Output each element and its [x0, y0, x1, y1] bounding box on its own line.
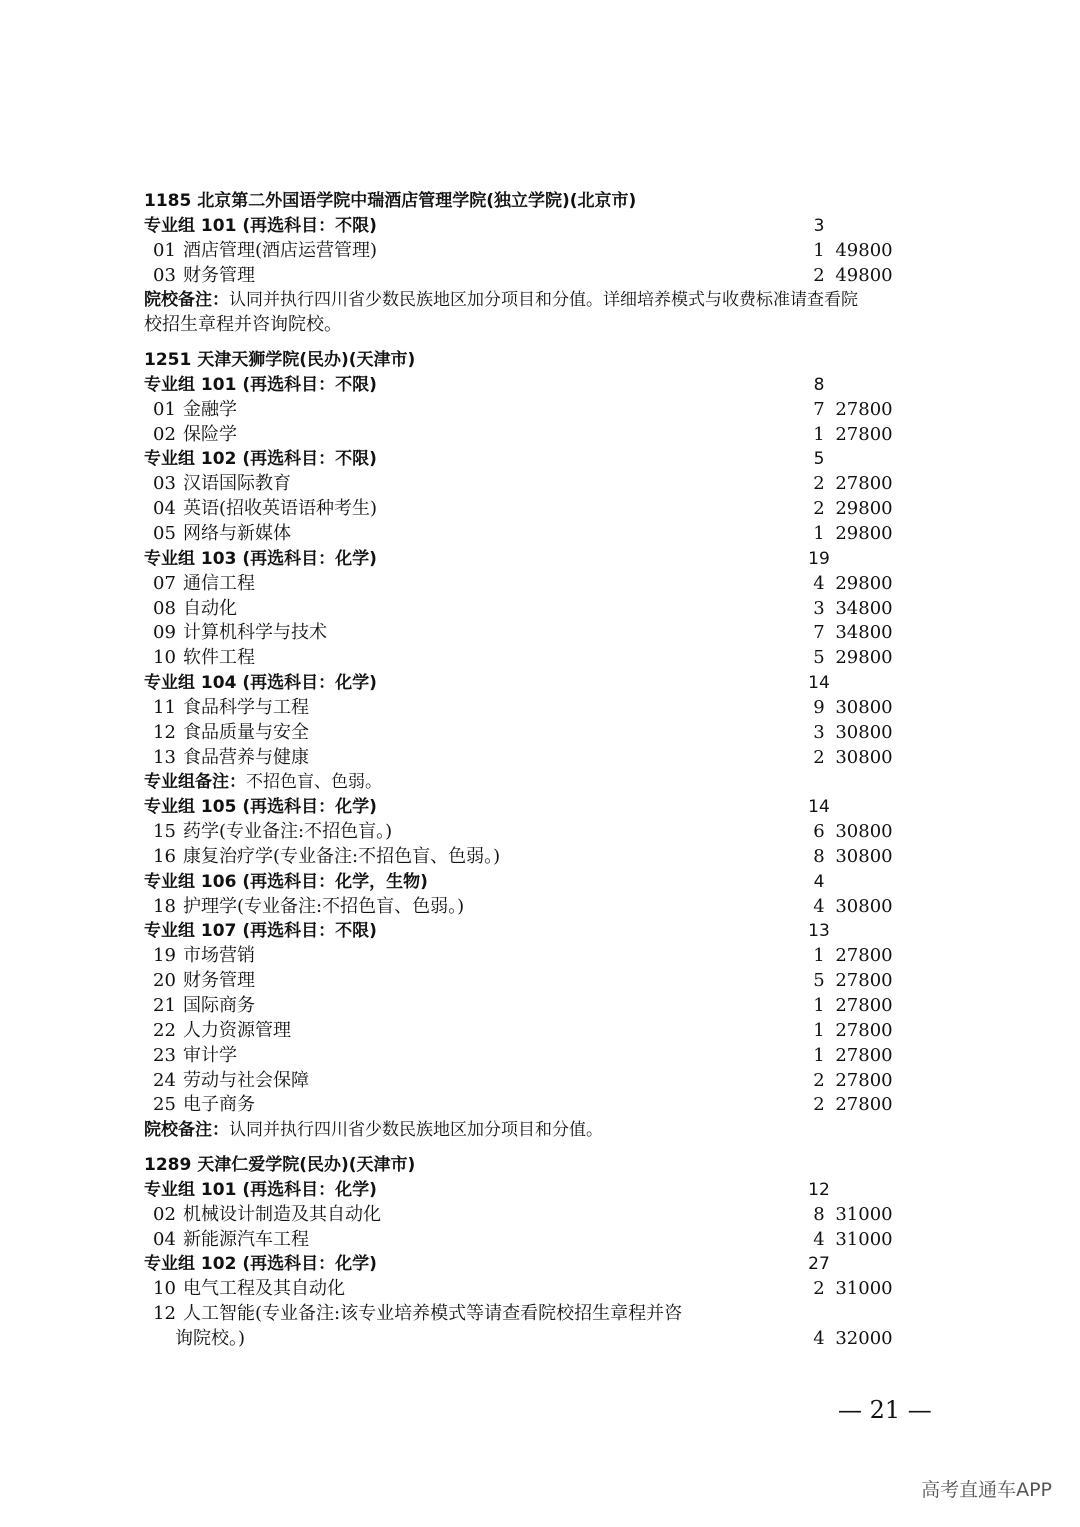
plan-count: 1 [813, 522, 825, 544]
line-text [153, 646, 255, 671]
plan-count: 14 [808, 673, 830, 694]
tuition-fee: 29800 [835, 522, 893, 544]
tuition-fee: 31000 [835, 1228, 893, 1250]
major-name: 自动化 [183, 597, 237, 619]
plan-count: 12 [808, 1179, 830, 1200]
major-row [144, 572, 944, 597]
major-row [144, 621, 944, 646]
major-row [144, 264, 944, 289]
tuition-fee: 30800 [835, 895, 893, 917]
major-name: 机械设计制造及其自动化 [183, 1203, 381, 1225]
tuition-fee: 49800 [835, 239, 893, 261]
school-note [144, 1118, 944, 1143]
major-code: 23 [153, 1044, 176, 1066]
tuition-fee: 49800 [835, 264, 893, 286]
plan-count: 2 [813, 1069, 825, 1091]
line-text: 专业组 101 (再选科目：不限) [144, 374, 377, 395]
major-group-row [144, 373, 944, 398]
tuition-fee: 30800 [835, 845, 893, 867]
tuition-fee: 29800 [835, 647, 893, 669]
major-row [144, 1044, 944, 1069]
major-code: 12 [153, 1303, 176, 1325]
plan-count: 2 [813, 1278, 825, 1300]
major-name: 酒店管理(酒店运营管理) [183, 239, 378, 261]
line-text [153, 944, 255, 969]
major-name: 计算机科学与技术 [183, 622, 327, 644]
plan-count: 4 [813, 1327, 825, 1349]
major-name: 财务管理 [183, 970, 255, 992]
major-name: 劳动与社会保障 [183, 1069, 309, 1091]
major-row [144, 994, 944, 1019]
line-text [144, 770, 382, 795]
major-row [144, 472, 944, 497]
tuition-fee: 31000 [835, 1278, 893, 1300]
major-code: 01 [153, 398, 176, 420]
major-name: 药学(专业备注:不招色盲。) [183, 821, 393, 843]
major-name: 电子商务 [183, 1094, 255, 1116]
plan-count: 2 [813, 498, 825, 520]
major-code: 24 [153, 1069, 176, 1091]
tuition-fee: 34800 [835, 622, 893, 644]
line-text [153, 845, 500, 870]
line-text [153, 239, 377, 264]
plan-count: 1 [813, 995, 825, 1016]
line-text [153, 572, 255, 597]
plan-count: 27 [808, 1254, 830, 1275]
major-name: 食品科学与工程 [183, 696, 309, 718]
plan-count: 3 [813, 721, 825, 743]
page-number: — 21 — [838, 1396, 932, 1424]
note-text: 认同并执行四川省少数民族地区加分项目和分值。详细培养模式与收费标准请查看院 [229, 290, 858, 311]
line-text [153, 1203, 381, 1228]
line-text [153, 1093, 255, 1118]
plan-count: 3 [813, 215, 825, 236]
line-text [153, 1277, 345, 1302]
major-name: 食品质量与安全 [183, 721, 309, 743]
major-group-row [144, 919, 944, 944]
line-text: 专业组 102 (再选科目：不限) [144, 449, 377, 470]
plan-count: 9 [813, 696, 825, 718]
major-name: 审计学 [183, 1044, 237, 1066]
plan-count: 1 [813, 1044, 825, 1066]
section-gap [144, 1143, 944, 1153]
plan-count: 8 [813, 845, 825, 867]
major-row [144, 1203, 944, 1228]
major-row [144, 1302, 944, 1327]
line-text: 校招生章程并咨询院校。 [144, 314, 342, 336]
major-code: 22 [153, 1019, 176, 1041]
plan-count: 2 [813, 264, 825, 286]
tuition-fee: 27800 [835, 1044, 893, 1066]
plan-count: 2 [813, 746, 825, 768]
tuition-fee: 27800 [835, 423, 893, 445]
plan-count: 4 [813, 1228, 825, 1250]
group-note [144, 770, 944, 795]
major-row [144, 423, 944, 448]
admission-plan-document [144, 189, 944, 1352]
major-row [144, 845, 944, 870]
line-text [153, 497, 377, 522]
tuition-fee: 32000 [835, 1327, 893, 1349]
major-name: 新能源汽车工程 [183, 1228, 309, 1250]
plan-count: 3 [813, 597, 825, 619]
plan-count: 1 [813, 423, 825, 445]
major-row [144, 1069, 944, 1094]
watermark-text: 高考直通车APP [921, 1479, 1052, 1501]
major-code: 09 [153, 622, 176, 644]
major-row-continuation [144, 1327, 944, 1352]
major-row [144, 721, 944, 746]
tuition-fee: 27800 [835, 398, 893, 420]
tuition-fee: 27800 [835, 1069, 893, 1091]
major-group-row [144, 547, 944, 572]
major-code: 19 [153, 945, 176, 967]
note-continuation [144, 313, 944, 338]
tuition-fee: 30800 [835, 821, 893, 843]
major-row [144, 895, 944, 920]
plan-count: 4 [813, 572, 825, 594]
major-name: 英语(招收英语语种考生) [183, 498, 378, 520]
line-text: 专业组 105 (再选科目：化学) [144, 797, 377, 818]
tuition-fee: 31000 [835, 1203, 893, 1225]
major-row [144, 522, 944, 547]
major-code: 10 [153, 647, 176, 669]
plan-count: 5 [813, 449, 825, 470]
note-text: 认同并执行四川省少数民族地区加分项目和分值。 [229, 1120, 603, 1141]
line-text: 专业组 106 (再选科目：化学，生物) [144, 871, 428, 892]
note-text: 不招色盲、色弱。 [246, 772, 382, 793]
line-text: 询院校。) [175, 1327, 246, 1349]
major-row [144, 239, 944, 264]
major-code: 03 [153, 264, 176, 286]
school-header [144, 348, 944, 373]
major-name: 网络与新媒体 [183, 522, 291, 544]
line-text [153, 696, 309, 721]
major-code: 11 [153, 696, 176, 718]
tuition-fee: 30800 [835, 721, 893, 743]
major-row [144, 497, 944, 522]
major-name: 财务管理 [183, 264, 255, 286]
plan-count: 5 [813, 647, 825, 669]
plan-count: 5 [813, 970, 825, 992]
line-text [153, 1069, 309, 1094]
major-row [144, 746, 944, 771]
major-row [144, 398, 944, 423]
line-text: 1251 天津天狮学院(民办)(天津市) [144, 350, 416, 371]
plan-count: 2 [813, 473, 825, 495]
plan-count: 1 [813, 945, 825, 967]
line-text [153, 994, 255, 1019]
major-row [144, 1019, 944, 1044]
line-text: 专业组 102 (再选科目：化学) [144, 1254, 377, 1275]
line-text [153, 746, 309, 771]
tuition-fee: 30800 [835, 696, 893, 718]
plan-count: 13 [808, 921, 830, 942]
major-code: 07 [153, 572, 176, 594]
major-code: 01 [153, 239, 176, 261]
line-text: 1185 北京第二外国语学院中瑞酒店管理学院(独立学院)(北京市) [144, 191, 637, 211]
plan-count: 19 [808, 548, 830, 569]
line-text [144, 1118, 603, 1143]
major-code: 20 [153, 970, 176, 992]
tuition-fee: 27800 [835, 1094, 893, 1116]
line-text [153, 423, 237, 448]
major-row [144, 1093, 944, 1118]
major-row [144, 820, 944, 845]
major-row [144, 696, 944, 721]
major-name: 汉语国际教育 [183, 473, 291, 495]
note-label: 院校备注： [144, 1120, 229, 1141]
line-text [153, 621, 327, 646]
major-name: 食品营养与健康 [183, 746, 309, 768]
plan-count: 6 [813, 821, 825, 843]
plan-count: 1 [813, 1019, 825, 1041]
major-name: 保险学 [183, 423, 237, 445]
line-text [153, 721, 309, 746]
plan-count: 4 [813, 871, 825, 892]
major-row [144, 944, 944, 969]
major-code: 02 [153, 423, 176, 445]
plan-count: 2 [813, 1094, 825, 1116]
major-group-row [144, 671, 944, 696]
line-text [153, 472, 291, 497]
major-name: 通信工程 [183, 572, 255, 594]
major-row [144, 597, 944, 622]
line-text [153, 820, 392, 845]
section-gap [144, 338, 944, 348]
major-row [144, 1228, 944, 1253]
major-name: 金融学 [183, 398, 237, 420]
major-name: 人力资源管理 [183, 1019, 291, 1041]
line-text: 专业组 104 (再选科目：化学) [144, 673, 377, 694]
major-row [144, 1277, 944, 1302]
major-name: 护理学(专业备注:不招色盲、色弱。) [183, 895, 465, 917]
tuition-fee: 34800 [835, 597, 893, 619]
major-code: 18 [153, 895, 176, 917]
line-text [153, 1228, 309, 1253]
line-text [153, 597, 237, 622]
line-text: 专业组 107 (再选科目：不限) [144, 921, 377, 942]
major-code: 21 [153, 995, 176, 1016]
line-text: 1289 天津仁爱学院(民办)(天津市) [144, 1155, 416, 1176]
major-code: 15 [153, 821, 176, 843]
school-header [144, 1153, 944, 1178]
major-code: 12 [153, 721, 176, 743]
note-label: 专业组备注： [144, 772, 246, 793]
major-group-row [144, 447, 944, 472]
major-code: 16 [153, 845, 176, 867]
plan-count: 14 [808, 797, 830, 818]
major-group-row [144, 1252, 944, 1277]
major-name: 人工智能(专业备注:该专业培养模式等请查看院校招生章程并咨 [183, 1303, 683, 1325]
major-name: 康复治疗学(专业备注:不招色盲、色弱。) [183, 845, 501, 867]
line-text [144, 288, 858, 313]
major-code: 25 [153, 1094, 176, 1116]
plan-count: 4 [813, 895, 825, 917]
major-group-row [144, 795, 944, 820]
tuition-fee: 29800 [835, 498, 893, 520]
line-text [153, 1019, 291, 1044]
tuition-fee: 27800 [835, 473, 893, 495]
major-code: 05 [153, 522, 176, 544]
line-text: 专业组 103 (再选科目：化学) [144, 548, 377, 569]
line-text [153, 522, 291, 547]
school-note [144, 288, 944, 313]
major-code: 02 [153, 1203, 176, 1225]
major-code: 10 [153, 1278, 176, 1300]
plan-count: 8 [813, 1203, 825, 1225]
plan-count: 8 [813, 374, 825, 395]
line-text: 专业组 101 (再选科目：化学) [144, 1179, 377, 1200]
line-text [153, 1044, 237, 1069]
major-name: 市场营销 [183, 945, 255, 967]
major-code: 04 [153, 498, 176, 520]
tuition-fee: 29800 [835, 572, 893, 594]
major-code: 03 [153, 473, 176, 495]
tuition-fee: 27800 [835, 970, 893, 992]
major-group-row [144, 214, 944, 239]
major-name: 国际商务 [183, 995, 255, 1016]
major-code: 08 [153, 597, 176, 619]
major-name: 软件工程 [183, 647, 255, 669]
plan-count: 1 [813, 239, 825, 261]
line-text [153, 264, 255, 289]
major-group-row [144, 870, 944, 895]
line-text [153, 895, 464, 920]
tuition-fee: 27800 [835, 995, 893, 1016]
major-code: 04 [153, 1228, 176, 1250]
major-group-row [144, 1178, 944, 1203]
line-text: 专业组 101 (再选科目：不限) [144, 215, 377, 236]
line-text [153, 398, 237, 423]
major-row [144, 646, 944, 671]
tuition-fee: 27800 [835, 1019, 893, 1041]
plan-count: 7 [813, 622, 825, 644]
major-code: 13 [153, 746, 176, 768]
tuition-fee: 30800 [835, 746, 893, 768]
major-name: 电气工程及其自动化 [183, 1278, 345, 1300]
school-header [144, 189, 944, 214]
plan-count: 7 [813, 398, 825, 420]
line-text [153, 1302, 682, 1327]
tuition-fee: 27800 [835, 945, 893, 967]
major-row [144, 969, 944, 994]
line-text [153, 969, 255, 994]
note-label: 院校备注： [144, 290, 229, 311]
